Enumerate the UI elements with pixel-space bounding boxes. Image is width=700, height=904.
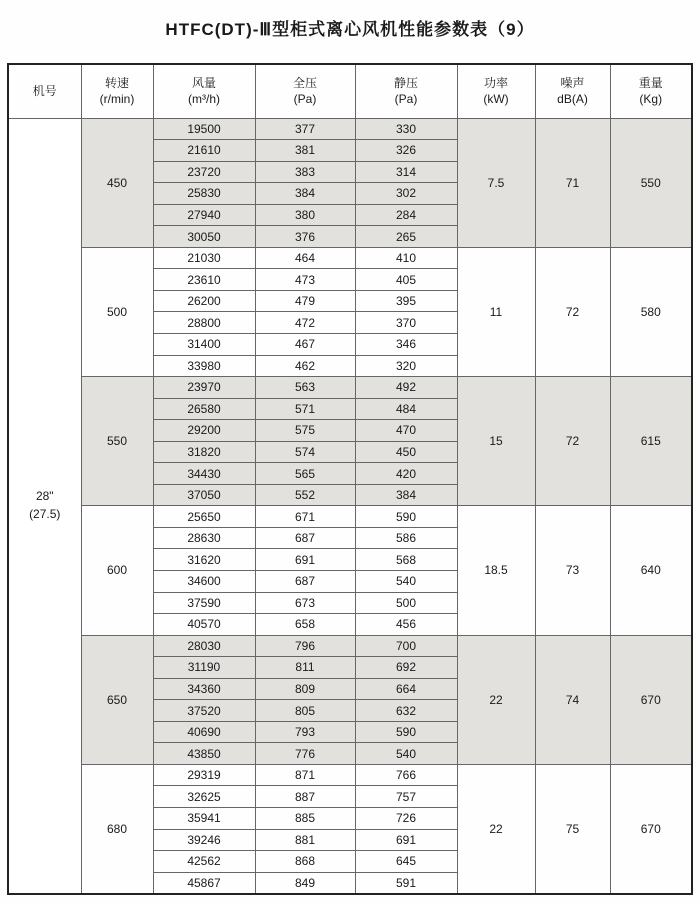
static-pressure-cell: 395	[355, 290, 457, 312]
static-pressure-cell: 320	[355, 355, 457, 377]
static-pressure-cell: 456	[355, 614, 457, 636]
static-pressure-cell: 632	[355, 700, 457, 722]
power-cell: 7.5	[457, 118, 535, 247]
header-unit: (r/min)	[99, 92, 135, 107]
total-pressure-cell: 805	[255, 700, 355, 722]
total-pressure-cell: 462	[255, 355, 355, 377]
noise-cell: 72	[535, 247, 610, 376]
col-header-noise	[535, 64, 610, 118]
header-label: 全压	[292, 76, 317, 91]
total-pressure-cell: 574	[255, 441, 355, 463]
header-label: 静压	[393, 76, 418, 91]
total-pressure-cell: 673	[255, 592, 355, 614]
total-pressure-cell: 687	[255, 570, 355, 592]
total-pressure-cell: 658	[255, 614, 355, 636]
total-pressure-cell: 376	[255, 226, 355, 248]
header-unit: (m³/h)	[188, 92, 220, 107]
static-pressure-cell: 645	[355, 851, 457, 873]
table-row	[8, 506, 692, 528]
total-pressure-cell: 384	[255, 183, 355, 205]
total-pressure-cell: 383	[255, 161, 355, 183]
airflow-cell: 40690	[153, 721, 255, 743]
total-pressure-cell: 671	[255, 506, 355, 528]
header-unit: (Pa)	[293, 92, 317, 107]
total-pressure-cell: 381	[255, 140, 355, 162]
col-header-speed	[81, 64, 153, 118]
airflow-cell: 31820	[153, 441, 255, 463]
static-pressure-cell: 500	[355, 592, 457, 614]
machine-no-line2: (27.5)	[29, 506, 61, 521]
airflow-cell: 23610	[153, 269, 255, 291]
weight-cell: 670	[610, 635, 692, 764]
speed-cell: 550	[81, 377, 153, 506]
airflow-cell: 19500	[153, 118, 255, 140]
total-pressure-cell: 563	[255, 377, 355, 399]
col-header-weight	[610, 64, 692, 118]
power-cell: 22	[457, 635, 535, 764]
static-pressure-cell: 284	[355, 204, 457, 226]
airflow-cell: 40570	[153, 614, 255, 636]
airflow-cell: 21610	[153, 140, 255, 162]
speed-cell: 650	[81, 635, 153, 764]
header-label: 功率	[483, 76, 508, 91]
col-header-airflow	[153, 64, 255, 118]
performance-table	[7, 63, 693, 895]
static-pressure-cell: 265	[355, 226, 457, 248]
total-pressure-cell: 811	[255, 657, 355, 679]
total-pressure-cell: 691	[255, 549, 355, 571]
static-pressure-cell: 314	[355, 161, 457, 183]
weight-cell: 580	[610, 247, 692, 376]
airflow-cell: 29319	[153, 764, 255, 786]
speed-cell: 600	[81, 506, 153, 635]
static-pressure-cell: 591	[355, 872, 457, 894]
airflow-cell: 31190	[153, 657, 255, 679]
total-pressure-cell: 479	[255, 290, 355, 312]
airflow-cell: 42562	[153, 851, 255, 873]
total-pressure-cell: 868	[255, 851, 355, 873]
airflow-cell: 32625	[153, 786, 255, 808]
machine-no-line1: 28"	[35, 489, 54, 504]
airflow-cell: 26580	[153, 398, 255, 420]
weight-cell: 640	[610, 506, 692, 635]
header-row	[8, 64, 692, 118]
airflow-cell: 43850	[153, 743, 255, 765]
power-cell: 18.5	[457, 506, 535, 635]
col-header-total-pressure	[255, 64, 355, 118]
total-pressure-cell: 796	[255, 635, 355, 657]
airflow-cell: 31400	[153, 333, 255, 355]
total-pressure-cell: 776	[255, 743, 355, 765]
header-label: 转速	[104, 76, 129, 91]
airflow-cell: 25650	[153, 506, 255, 528]
total-pressure-cell: 881	[255, 829, 355, 851]
header-label: 重量	[638, 76, 663, 91]
airflow-cell: 28030	[153, 635, 255, 657]
airflow-cell: 34360	[153, 678, 255, 700]
airflow-cell: 30050	[153, 226, 255, 248]
static-pressure-cell: 726	[355, 808, 457, 830]
total-pressure-cell: 467	[255, 333, 355, 355]
total-pressure-cell: 687	[255, 527, 355, 549]
static-pressure-cell: 420	[355, 463, 457, 485]
machine-no-cell	[8, 118, 81, 894]
total-pressure-cell: 552	[255, 484, 355, 506]
weight-cell: 670	[610, 764, 692, 893]
static-pressure-cell: 302	[355, 183, 457, 205]
airflow-cell: 27940	[153, 204, 255, 226]
page-title: HTFC(DT)-Ⅲ型柜式离心风机性能参数表（9）	[165, 20, 535, 39]
airflow-cell: 23720	[153, 161, 255, 183]
table-row	[8, 635, 692, 657]
static-pressure-cell: 766	[355, 764, 457, 786]
airflow-cell: 34430	[153, 463, 255, 485]
speed-cell: 500	[81, 247, 153, 376]
col-header-static-pressure	[355, 64, 457, 118]
airflow-cell: 33980	[153, 355, 255, 377]
total-pressure-cell: 377	[255, 118, 355, 140]
speed-cell: 450	[81, 118, 153, 247]
airflow-cell: 25830	[153, 183, 255, 205]
header-unit: (Kg)	[639, 92, 663, 107]
noise-cell: 71	[535, 118, 610, 247]
total-pressure-cell: 849	[255, 872, 355, 894]
static-pressure-cell: 370	[355, 312, 457, 334]
total-pressure-cell: 380	[255, 204, 355, 226]
table-row	[8, 377, 692, 399]
static-pressure-cell: 586	[355, 527, 457, 549]
total-pressure-cell: 464	[255, 247, 355, 269]
static-pressure-cell: 484	[355, 398, 457, 420]
airflow-cell: 23970	[153, 377, 255, 399]
total-pressure-cell: 871	[255, 764, 355, 786]
static-pressure-cell: 590	[355, 721, 457, 743]
total-pressure-cell: 809	[255, 678, 355, 700]
static-pressure-cell: 450	[355, 441, 457, 463]
header-label: 风量	[191, 76, 216, 91]
table-row	[8, 247, 692, 269]
airflow-cell: 21030	[153, 247, 255, 269]
static-pressure-cell: 492	[355, 377, 457, 399]
col-header-machine-no	[8, 64, 81, 118]
static-pressure-cell: 691	[355, 829, 457, 851]
airflow-cell: 45867	[153, 872, 255, 894]
static-pressure-cell: 692	[355, 657, 457, 679]
airflow-cell: 29200	[153, 420, 255, 442]
airflow-cell: 37050	[153, 484, 255, 506]
header-unit: dB(A)	[557, 92, 588, 107]
noise-cell: 74	[535, 635, 610, 764]
power-cell: 15	[457, 377, 535, 506]
power-cell: 22	[457, 764, 535, 893]
col-header-power	[457, 64, 535, 118]
noise-cell: 75	[535, 764, 610, 893]
total-pressure-cell: 472	[255, 312, 355, 334]
static-pressure-cell: 568	[355, 549, 457, 571]
static-pressure-cell: 540	[355, 570, 457, 592]
weight-cell: 550	[610, 118, 692, 247]
static-pressure-cell: 664	[355, 678, 457, 700]
airflow-cell: 26200	[153, 290, 255, 312]
static-pressure-cell: 757	[355, 786, 457, 808]
static-pressure-cell: 346	[355, 333, 457, 355]
airflow-cell: 28630	[153, 527, 255, 549]
static-pressure-cell: 700	[355, 635, 457, 657]
total-pressure-cell: 793	[255, 721, 355, 743]
airflow-cell: 39246	[153, 829, 255, 851]
static-pressure-cell: 384	[355, 484, 457, 506]
static-pressure-cell: 470	[355, 420, 457, 442]
noise-cell: 72	[535, 377, 610, 506]
total-pressure-cell: 473	[255, 269, 355, 291]
static-pressure-cell: 330	[355, 118, 457, 140]
static-pressure-cell: 326	[355, 140, 457, 162]
static-pressure-cell: 590	[355, 506, 457, 528]
airflow-cell: 37590	[153, 592, 255, 614]
header-unit: (Pa)	[394, 92, 418, 107]
header-unit: (kW)	[483, 92, 509, 107]
header-label: 噪声	[560, 76, 585, 91]
total-pressure-cell: 565	[255, 463, 355, 485]
power-cell: 11	[457, 247, 535, 376]
airflow-cell: 37520	[153, 700, 255, 722]
airflow-cell: 28800	[153, 312, 255, 334]
weight-cell: 615	[610, 377, 692, 506]
total-pressure-cell: 571	[255, 398, 355, 420]
total-pressure-cell: 575	[255, 420, 355, 442]
airflow-cell: 34600	[153, 570, 255, 592]
static-pressure-cell: 405	[355, 269, 457, 291]
total-pressure-cell: 887	[255, 786, 355, 808]
airflow-cell: 35941	[153, 808, 255, 830]
static-pressure-cell: 540	[355, 743, 457, 765]
airflow-cell: 31620	[153, 549, 255, 571]
total-pressure-cell: 885	[255, 808, 355, 830]
speed-cell: 680	[81, 764, 153, 893]
table-row	[8, 764, 692, 786]
noise-cell: 73	[535, 506, 610, 635]
table-row	[8, 118, 692, 140]
static-pressure-cell: 410	[355, 247, 457, 269]
header-label: 机号	[32, 84, 57, 99]
